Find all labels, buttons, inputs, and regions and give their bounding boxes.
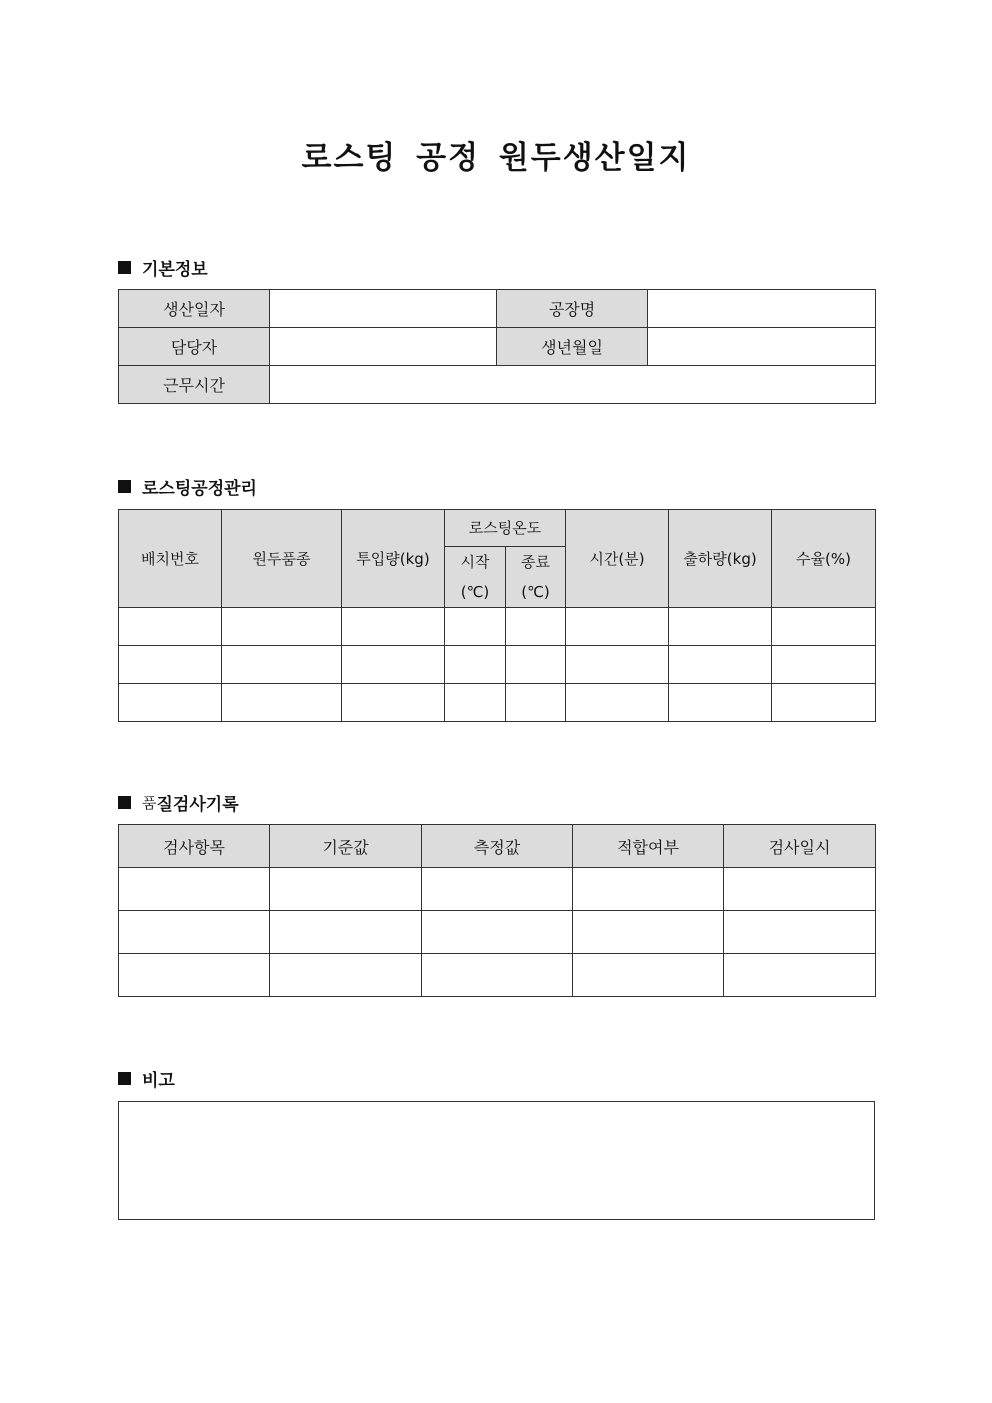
- roasting-cell[interactable]: [669, 608, 772, 646]
- col-end-temp: 종료(℃): [506, 547, 566, 608]
- remarks-heading-text: 비고: [142, 1071, 175, 1091]
- roasting-cell[interactable]: [772, 684, 876, 722]
- factory-name-label: 공장명: [497, 290, 648, 328]
- quality-cell[interactable]: [119, 868, 270, 911]
- table-row: [119, 290, 876, 328]
- roasting-cell[interactable]: [506, 646, 566, 684]
- remarks-field[interactable]: [118, 1101, 875, 1220]
- quality-cell[interactable]: [724, 954, 876, 997]
- roasting-cell[interactable]: [445, 684, 506, 722]
- table-row: [119, 911, 876, 954]
- roasting-cell[interactable]: [119, 608, 222, 646]
- roasting-cell[interactable]: [772, 608, 876, 646]
- quality-heading-text: 질검사기록: [156, 795, 239, 815]
- document-title: 로스팅 공정 원두생산일지: [301, 140, 691, 176]
- table-row: [119, 868, 876, 911]
- square-bullet-icon: [118, 796, 131, 809]
- quality-cell[interactable]: [422, 911, 573, 954]
- birth-date-label: 생년월일: [497, 328, 648, 366]
- square-bullet-icon: [118, 1072, 131, 1085]
- remarks-heading: [118, 1066, 175, 1091]
- col-bean-variety: 원두품종: [222, 510, 342, 608]
- roasting-cell[interactable]: [506, 684, 566, 722]
- roasting-cell[interactable]: [772, 646, 876, 684]
- quality-cell[interactable]: [573, 911, 724, 954]
- roasting-cell[interactable]: [445, 608, 506, 646]
- table-header-row: [119, 825, 876, 868]
- roasting-table: [118, 509, 876, 722]
- production-date-label: 생산일자: [119, 290, 270, 328]
- quality-cell[interactable]: [270, 868, 422, 911]
- col-input-amount: 투입량(kg): [342, 510, 445, 608]
- roasting-cell[interactable]: [222, 608, 342, 646]
- quality-cell[interactable]: [573, 954, 724, 997]
- quality-cell[interactable]: [270, 911, 422, 954]
- table-row: [119, 684, 876, 722]
- table-row: [119, 646, 876, 684]
- quality-column-header: 검사일시: [724, 825, 876, 868]
- manager-field[interactable]: [270, 328, 497, 366]
- quality-column-header: 검사항목: [119, 825, 270, 868]
- quality-cell[interactable]: [119, 911, 270, 954]
- production-date-field[interactable]: [270, 290, 497, 328]
- work-hours-field[interactable]: [270, 366, 876, 404]
- table-row: [119, 328, 876, 366]
- roasting-cell[interactable]: [669, 646, 772, 684]
- quality-heading-prefix: 품: [142, 794, 157, 812]
- roasting-cell[interactable]: [222, 646, 342, 684]
- quality-cell[interactable]: [724, 868, 876, 911]
- roasting-cell[interactable]: [342, 646, 445, 684]
- work-hours-label: 근무시간: [119, 366, 270, 404]
- col-batch-no: 배치번호: [119, 510, 222, 608]
- basic-info-table: [118, 289, 876, 404]
- quality-column-header: 측정값: [422, 825, 573, 868]
- col-time: 시간(분): [566, 510, 669, 608]
- factory-name-field[interactable]: [648, 290, 876, 328]
- roasting-cell[interactable]: [119, 684, 222, 722]
- basic-info-heading-text: 기본정보: [142, 260, 208, 280]
- roasting-cell[interactable]: [342, 684, 445, 722]
- col-output-amount: 출하량(kg): [669, 510, 772, 608]
- square-bullet-icon: [118, 261, 131, 274]
- roasting-cell[interactable]: [669, 684, 772, 722]
- square-bullet-icon: [118, 480, 131, 493]
- roasting-heading-text: 로스팅공정관리: [142, 479, 257, 499]
- roasting-heading: [118, 474, 257, 499]
- quality-table: [118, 824, 876, 997]
- manager-label: 담당자: [119, 328, 270, 366]
- col-yield: 수율(%): [772, 510, 876, 608]
- quality-cell[interactable]: [724, 911, 876, 954]
- table-row: [119, 954, 876, 997]
- quality-heading: [118, 790, 239, 815]
- birth-date-field[interactable]: [648, 328, 876, 366]
- col-roast-temp: 로스팅온도: [445, 510, 566, 547]
- roasting-cell[interactable]: [566, 608, 669, 646]
- roasting-cell[interactable]: [445, 646, 506, 684]
- quality-column-header: 적합여부: [573, 825, 724, 868]
- quality-cell[interactable]: [270, 954, 422, 997]
- table-row: [119, 608, 876, 646]
- roasting-cell[interactable]: [566, 684, 669, 722]
- quality-column-header: 기준값: [270, 825, 422, 868]
- roasting-cell[interactable]: [506, 608, 566, 646]
- quality-cell[interactable]: [422, 868, 573, 911]
- quality-cell[interactable]: [573, 868, 724, 911]
- quality-cell[interactable]: [422, 954, 573, 997]
- roasting-cell[interactable]: [222, 684, 342, 722]
- col-start-temp: 시작(℃): [445, 547, 506, 608]
- quality-cell[interactable]: [119, 954, 270, 997]
- basic-info-heading: [118, 255, 208, 280]
- roasting-cell[interactable]: [119, 646, 222, 684]
- table-header-row: [119, 510, 876, 547]
- roasting-cell[interactable]: [342, 608, 445, 646]
- roasting-cell[interactable]: [566, 646, 669, 684]
- table-row: [119, 366, 876, 404]
